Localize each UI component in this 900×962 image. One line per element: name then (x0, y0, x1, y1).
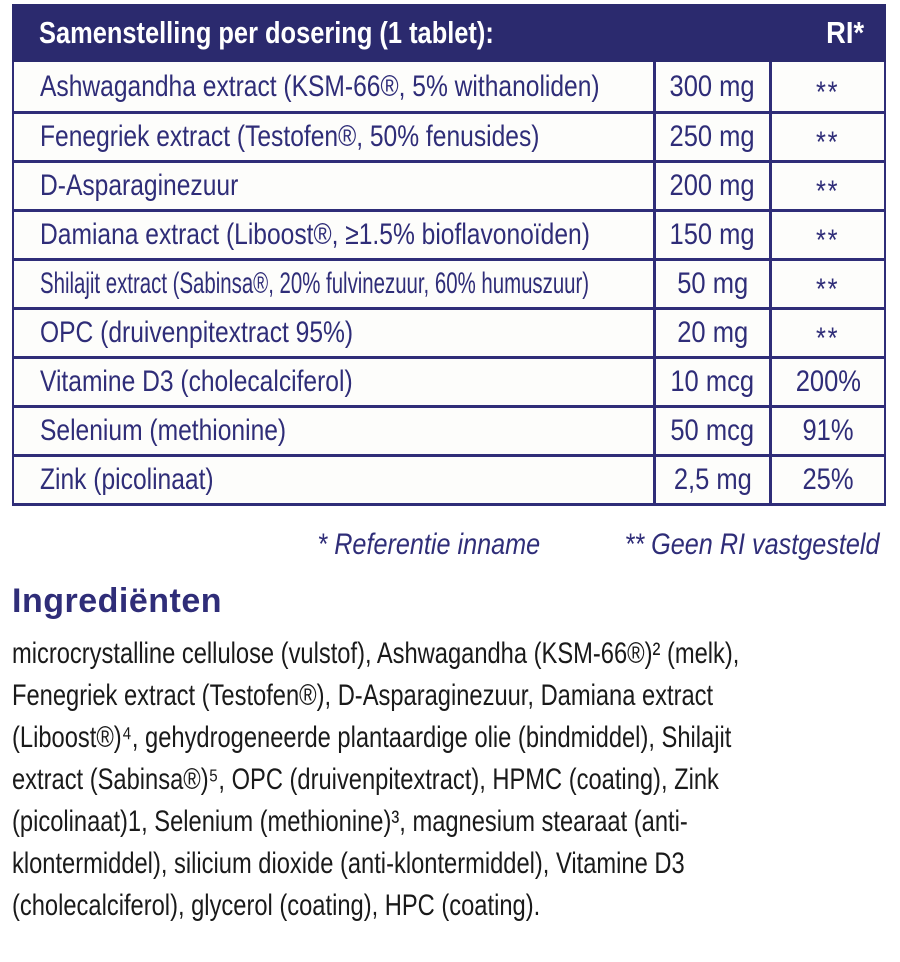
table-row (14, 405, 884, 454)
ingredient-name: Ashwagandha extract (KSM-66®, 5% withanoliden) (40, 69, 600, 103)
table-row (14, 111, 884, 160)
ingredient-amount: 50 mcg (670, 414, 755, 447)
table-row (14, 356, 884, 405)
ingredients-line-text: (Liboost®)⁴, gehydrogeneerde plantaardige olie (bindmiddel), Shilajit (12, 721, 732, 754)
footnote (0, 528, 900, 562)
ingredient-name: Fenegriek extract (Testofen®, 50% fenusides) (40, 120, 540, 153)
table-title (39, 15, 594, 51)
footnote-reference-intake: * Referentie inname (317, 528, 541, 561)
ingredient-amount: 10 mcg (670, 365, 755, 398)
ingredient-name-cell (14, 261, 656, 307)
ingredient-amount: 20 mg (677, 316, 748, 349)
ingredient-ri: 25% (802, 463, 854, 496)
table-row (14, 307, 884, 356)
ingredient-amount-cell (656, 212, 772, 258)
ingredient-ri-cell (772, 114, 884, 160)
ingredient-ri: 91% (802, 414, 854, 447)
ingredients-line (12, 633, 900, 675)
samenstelling-table (12, 4, 886, 506)
ingredient-ri: ** (816, 175, 840, 208)
ingredient-name: Vitamine D3 (cholecalciferol) (40, 365, 353, 398)
ingredient-name-cell (14, 114, 656, 160)
ingredients-line (12, 885, 900, 927)
table-row (14, 209, 884, 258)
ingredients-line-text: (picolinaat)1, Selenium (methionine)³, magnesium stearaat (anti- (12, 805, 688, 838)
ingredient-name: Selenium (methionine) (40, 414, 287, 447)
table-row (14, 62, 884, 111)
ingredients-line (12, 717, 900, 759)
ingredient-amount-cell (656, 457, 772, 503)
ingredients-line (12, 675, 900, 717)
ingredient-name: Damiana extract (Liboost®, ≥1.5% bioflavonoïden) (40, 218, 590, 251)
ingredient-amount-cell (656, 359, 772, 405)
ingredient-name-cell (14, 457, 656, 503)
ingredient-name: D-Asparaginezuur (40, 169, 239, 202)
table-row (14, 454, 884, 503)
ingredient-ri-cell (772, 212, 884, 258)
ingredient-amount-cell (656, 163, 772, 209)
ingredient-name-cell (14, 62, 656, 111)
ingredient-amount-cell (656, 62, 772, 111)
footnote-no-ri: ** Geen RI vastgesteld (625, 528, 880, 561)
ri-column-header (821, 15, 864, 51)
ingredients-line-text: Fenegriek extract (Testofen®), D-Asparaginezuur, Damiana extract (12, 679, 714, 712)
ingredient-ri: ** (816, 126, 840, 159)
ingredient-amount-cell (656, 261, 772, 307)
ri-column-header-text: RI* (826, 15, 864, 50)
table-row (14, 160, 884, 209)
table-row (14, 258, 884, 307)
ingredients-paragraph (12, 633, 900, 927)
ingredients-line-text: extract (Sabinsa®)⁵, OPC (druivenpitextract), HPMC (coating), Zink (12, 763, 719, 796)
ingredient-amount-cell (656, 408, 772, 454)
ingredient-ri: 200% (795, 365, 861, 398)
ingredients-line-text: microcrystalline cellulose (vulstof), Ashwagandha (KSM-66®)² (melk), (12, 637, 740, 670)
ingredient-name: OPC (druivenpitextract 95%) (40, 316, 354, 349)
ingredient-name-cell (14, 212, 656, 258)
ingredient-name-cell (14, 310, 656, 356)
ingredient-name-cell (14, 408, 656, 454)
ingredients-line-text: klontermiddel), silicium dioxide (anti-klontermiddel), Vitamine D3 (12, 847, 685, 880)
ingredients-line (12, 843, 900, 885)
ingredient-ri: ** (816, 322, 840, 355)
ingredient-ri-cell (772, 457, 884, 503)
ingredients-line (12, 759, 900, 801)
ingredient-ri-cell (772, 261, 884, 307)
ingredient-amount: 50 mg (677, 267, 748, 300)
ingredient-name: Shilajit extract (Sabinsa®, 20% fulvinezuur, 60% humuszuur) (40, 267, 590, 300)
ingredient-name-cell (14, 163, 656, 209)
ingredients-heading: Ingrediënten (12, 582, 223, 620)
ingredient-amount-cell (656, 310, 772, 356)
ingredient-amount: 300 mg (669, 69, 756, 103)
ingredient-amount: 200 mg (669, 169, 756, 202)
ingredient-name-cell (14, 359, 656, 405)
ingredient-amount-cell (656, 114, 772, 160)
ingredient-ri-cell (772, 408, 884, 454)
ingredients-line-text: (cholecalciferol), glycerol (coating), HPC (coating). (12, 889, 541, 922)
table-title-text: Samenstelling per dosering (1 tablet): (39, 15, 494, 50)
ingredient-amount: 250 mg (669, 120, 756, 153)
ingredient-amount: 2,5 mg (673, 463, 752, 496)
ingredient-name: Zink (picolinaat) (40, 463, 214, 496)
ingredient-ri-cell (772, 310, 884, 356)
ingredients-line (12, 801, 900, 843)
ingredient-ri-cell (772, 163, 884, 209)
table-header-row (12, 4, 886, 62)
ingredient-ri: ** (816, 273, 840, 306)
table-body (12, 62, 886, 506)
ingredient-ri: ** (816, 75, 840, 109)
ingredient-ri-cell (772, 62, 884, 111)
ingredient-amount: 150 mg (669, 218, 756, 251)
ingredient-ri: ** (816, 224, 840, 257)
ingredient-ri-cell (772, 359, 884, 405)
